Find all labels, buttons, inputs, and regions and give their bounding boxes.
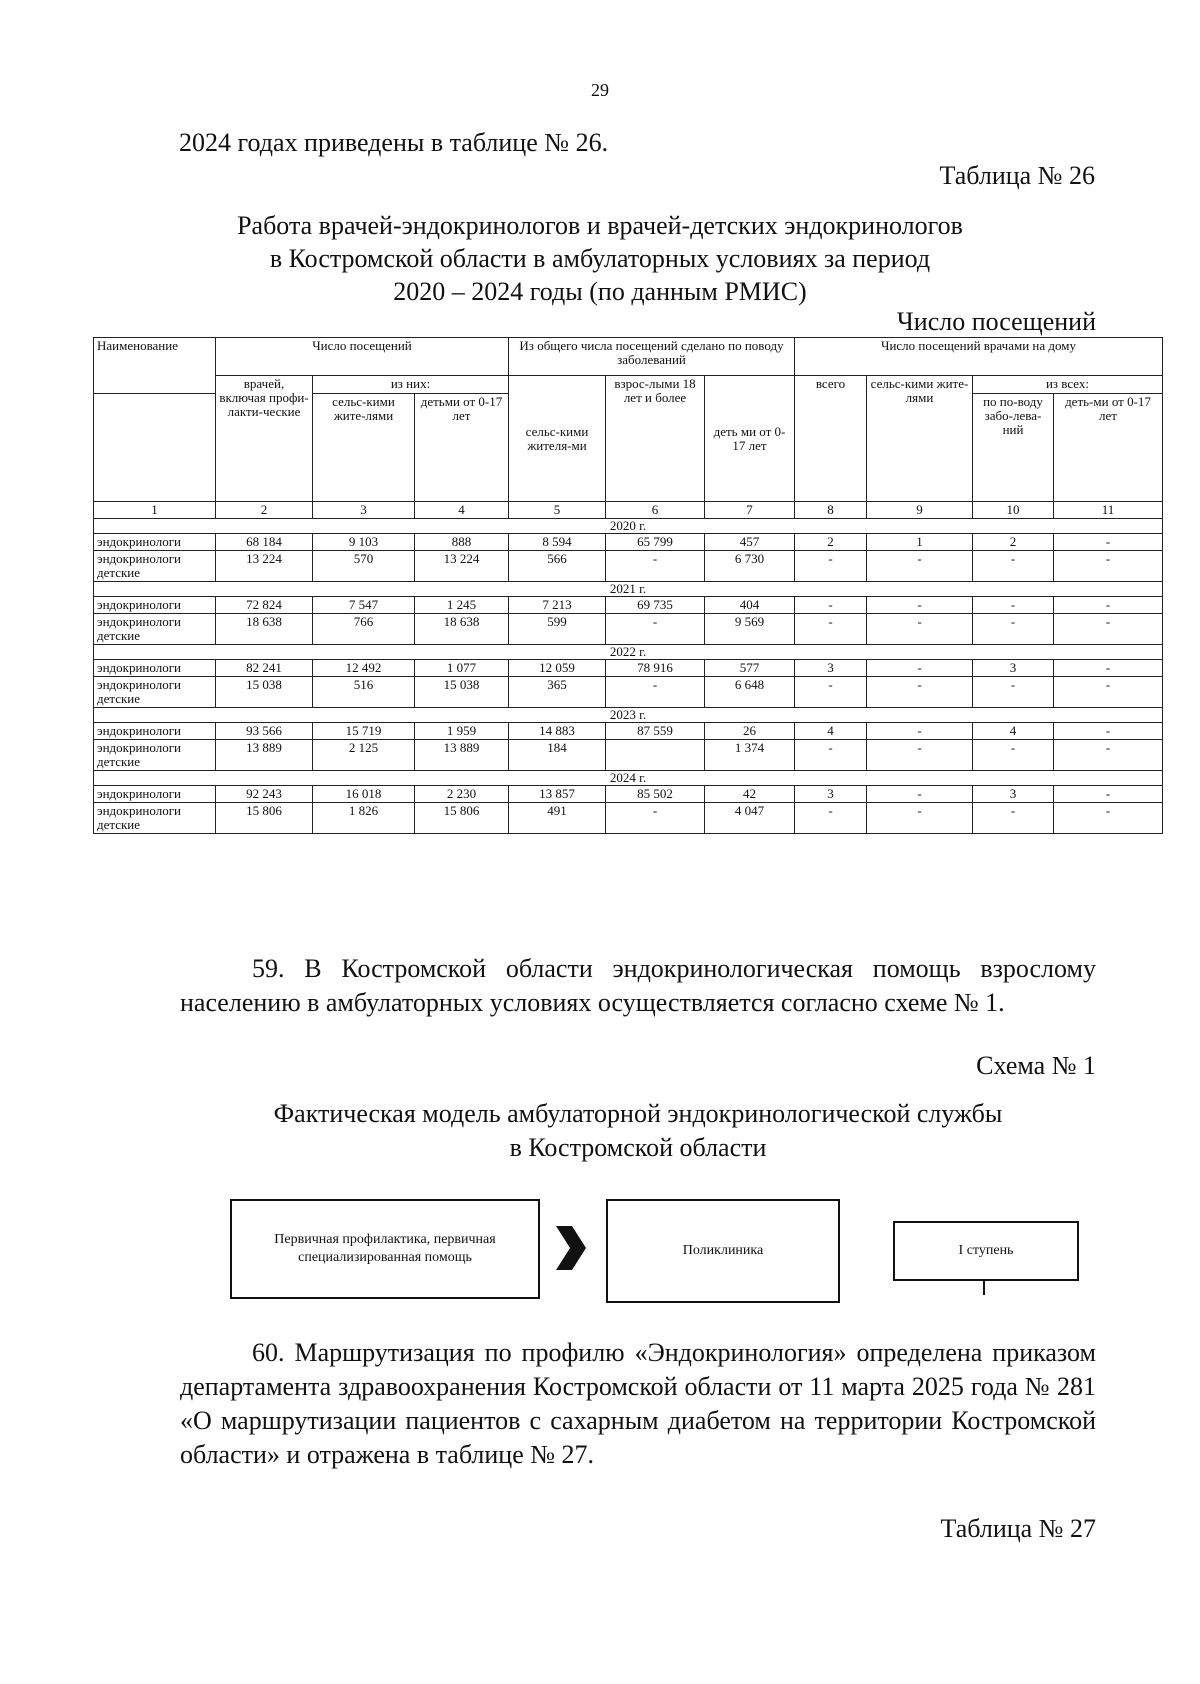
row-name: эндокринологи детские [94, 614, 216, 645]
table-cell: 15 806 [415, 803, 509, 834]
row-name: эндокринологи детские [94, 803, 216, 834]
header-children: детьми от 0-17 лет [415, 394, 509, 502]
table-cell: 7 213 [509, 597, 606, 614]
table26-title-line: в Костромской области в амбулаторных условиях за период [269, 244, 931, 273]
scheme-title [180, 1097, 1096, 1165]
chevron-right-icon [554, 1224, 588, 1272]
column-number: 3 [313, 502, 415, 519]
table-cell: - [867, 551, 973, 582]
header-d-adults: взрос-лыми 18 лет и более [606, 376, 705, 502]
table-cell: 9 569 [705, 614, 795, 645]
table-cell: 365 [509, 677, 606, 708]
column-number: 6 [606, 502, 705, 519]
table-cell: 42 [705, 786, 795, 803]
table-cell: 15 038 [216, 677, 313, 708]
header-h-children: деть-ми от 0-17 лет [1054, 394, 1163, 502]
table-cell: - [606, 614, 705, 645]
table-cell: - [1054, 597, 1163, 614]
header-name-cont [94, 394, 216, 502]
year-row [94, 645, 1163, 660]
table-cell: - [795, 551, 867, 582]
header-visits: Число посещений [216, 338, 509, 376]
header-h-disease: по по-воду забо-лева-ний [973, 394, 1054, 502]
table-cell: - [973, 614, 1054, 645]
table-cell: 7 547 [313, 597, 415, 614]
table-row [94, 723, 1163, 740]
table26-label: Таблица № 26 [939, 161, 1095, 190]
table-cell: - [973, 677, 1054, 708]
year-row [94, 708, 1163, 723]
year-label: 2023 г. [94, 708, 1163, 723]
table-cell: - [795, 597, 867, 614]
header-home: Число посещений врачами на дому [795, 338, 1163, 376]
table-row [94, 740, 1163, 771]
table-cell: - [867, 740, 973, 771]
table-cell: 14 883 [509, 723, 606, 740]
table-cell: 457 [705, 534, 795, 551]
table-cell: 92 243 [216, 786, 313, 803]
table26-unit: Число посещений [896, 307, 1096, 336]
table-cell: 15 806 [216, 803, 313, 834]
table-cell: 68 184 [216, 534, 313, 551]
table-cell: 18 638 [415, 614, 509, 645]
table-cell: 516 [313, 677, 415, 708]
table-row [94, 803, 1163, 834]
scheme-box-level [893, 1221, 1079, 1281]
table-row [94, 614, 1163, 645]
table-cell: 1 374 [705, 740, 795, 771]
table-cell: - [973, 597, 1054, 614]
table-cell: - [606, 803, 705, 834]
table26-title [160, 209, 1040, 308]
table-cell: - [973, 551, 1054, 582]
table-cell: 9 103 [313, 534, 415, 551]
table-cell: 3 [795, 786, 867, 803]
table-cell: 13 857 [509, 786, 606, 803]
table-cell: - [795, 614, 867, 645]
column-number: 4 [415, 502, 509, 519]
table-cell: - [867, 786, 973, 803]
scheme-box-polyclinic-text: Поликлиника [682, 1243, 764, 1258]
table-cell: 2 [973, 534, 1054, 551]
table-cell: - [867, 723, 973, 740]
table-cell: - [867, 614, 973, 645]
para-59: 59. В Костромской области эндокринологическая помощь взрослому населению в амбулаторных условиях осуществляется согласно схеме № 1. [180, 954, 1096, 1017]
table-cell: 18 638 [216, 614, 313, 645]
row-name: эндокринологи [94, 786, 216, 803]
table-cell: 4 047 [705, 803, 795, 834]
scheme-connector [983, 1279, 985, 1295]
column-number-row [94, 502, 1163, 519]
table-cell: 15 719 [313, 723, 415, 740]
scheme-box-level-text: I ступень [958, 1243, 1014, 1258]
table26 [93, 337, 1163, 834]
table-cell: - [1054, 803, 1163, 834]
table-cell: 69 735 [606, 597, 705, 614]
column-number: 1 [94, 502, 216, 519]
table-cell: 13 889 [415, 740, 509, 771]
table-cell: - [1054, 786, 1163, 803]
table-cell: 766 [313, 614, 415, 645]
table-cell: 1 077 [415, 660, 509, 677]
table-cell: 1 959 [415, 723, 509, 740]
row-name: эндокринологи [94, 534, 216, 551]
table-cell: - [867, 660, 973, 677]
year-label: 2024 г. [94, 771, 1163, 786]
table-cell: 566 [509, 551, 606, 582]
table-cell: 577 [705, 660, 795, 677]
table-cell: - [867, 677, 973, 708]
row-name: эндокринологи [94, 597, 216, 614]
table-cell: 87 559 [606, 723, 705, 740]
table-cell: 65 799 [606, 534, 705, 551]
table-cell: - [973, 803, 1054, 834]
table-cell: 184 [509, 740, 606, 771]
table-cell: 15 038 [415, 677, 509, 708]
row-name: эндокринологи детские [94, 551, 216, 582]
table-cell: 12 492 [313, 660, 415, 677]
table-cell: 4 [973, 723, 1054, 740]
scheme-title-line: в Костромской области [509, 1133, 767, 1162]
table27-label: Таблица № 27 [940, 1514, 1096, 1543]
table-cell: - [867, 597, 973, 614]
scheme-box-primary [230, 1199, 540, 1299]
table-cell: 599 [509, 614, 606, 645]
para-60: 60. Маршрутизация по профилю «Эндокринология» определена приказом департамента здравоохранения Костромской области от 11 марта 2025 года № 281 «О маршрутизации пациентов с сахарным диабетом на территории Костромской области» и отражена в таблице № 27. [180, 1338, 1096, 1469]
table-row [94, 660, 1163, 677]
table-cell: 3 [973, 660, 1054, 677]
table-cell: - [1054, 614, 1163, 645]
year-row [94, 519, 1163, 534]
table-cell: - [1054, 677, 1163, 708]
table-cell: 1 [867, 534, 973, 551]
table-cell: - [1054, 723, 1163, 740]
table-cell: - [606, 677, 705, 708]
table-cell: 12 059 [509, 660, 606, 677]
column-number: 5 [509, 502, 606, 519]
header-doctors-incl: врачей, включая профи-лакти-ческие [216, 376, 313, 502]
page-number: 29 [591, 80, 609, 100]
table-row [94, 597, 1163, 614]
row-name: эндокринологи [94, 660, 216, 677]
table-cell: 2 [795, 534, 867, 551]
table-cell: 1 245 [415, 597, 509, 614]
table-cell: - [795, 677, 867, 708]
table-row [94, 551, 1163, 582]
table-cell: - [1054, 660, 1163, 677]
table-cell: 78 916 [606, 660, 705, 677]
table-cell: 570 [313, 551, 415, 582]
column-number: 11 [1054, 502, 1163, 519]
table-cell: 404 [705, 597, 795, 614]
table-cell [606, 740, 705, 771]
header-rural: сельс-кими жите-лями [313, 394, 415, 502]
table-cell: 16 018 [313, 786, 415, 803]
table-cell: 4 [795, 723, 867, 740]
year-label: 2020 г. [94, 519, 1163, 534]
row-name: эндокринологи детские [94, 677, 216, 708]
table26-title-line: 2020 – 2024 годы (по данным РМИС) [393, 277, 807, 306]
row-name: эндокринологи детские [94, 740, 216, 771]
table-cell: 8 594 [509, 534, 606, 551]
table-cell: 6 648 [705, 677, 795, 708]
table-row [94, 534, 1163, 551]
table26-title-line: Работа врачей-эндокринологов и врачей-детских эндокринологов [237, 211, 963, 240]
year-label: 2021 г. [94, 582, 1163, 597]
table-cell: - [1054, 534, 1163, 551]
column-number: 10 [973, 502, 1054, 519]
intro-line: 2024 годах приведены в таблице № 26. [179, 128, 609, 157]
table-cell: - [867, 803, 973, 834]
table-cell: - [606, 551, 705, 582]
row-name: эндокринологи [94, 723, 216, 740]
header-of-them: из них: [313, 376, 509, 394]
table-cell: 6 730 [705, 551, 795, 582]
header-h-of-all: из всех: [973, 376, 1163, 394]
table-cell: - [1054, 740, 1163, 771]
table-cell: 491 [509, 803, 606, 834]
table-cell: 93 566 [216, 723, 313, 740]
table-cell: 1 826 [313, 803, 415, 834]
scheme-title-line: Фактическая модель амбулаторной эндокринологической службы [273, 1099, 1003, 1128]
year-row [94, 771, 1163, 786]
table-row [94, 677, 1163, 708]
header-name: Наименование [94, 338, 216, 394]
table-cell: - [795, 740, 867, 771]
column-number: 7 [705, 502, 795, 519]
header-h-total: всего [795, 376, 867, 502]
year-label: 2022 г. [94, 645, 1163, 660]
scheme-label: Схема № 1 [976, 1051, 1096, 1080]
table-cell: 3 [795, 660, 867, 677]
year-row [94, 582, 1163, 597]
table-cell: 888 [415, 534, 509, 551]
scheme-box-primary-text: Первичная профилактика, первичная специализированная помощь [274, 1232, 496, 1265]
header-d-rural: сельс-кими жителя-ми [509, 376, 606, 502]
table-row [94, 786, 1163, 803]
table-cell: 13 224 [216, 551, 313, 582]
table-cell: - [973, 740, 1054, 771]
column-number: 2 [216, 502, 313, 519]
table-cell: 13 889 [216, 740, 313, 771]
table-cell: 82 241 [216, 660, 313, 677]
table-cell: 13 224 [415, 551, 509, 582]
column-number: 8 [795, 502, 867, 519]
table-cell: 2 125 [313, 740, 415, 771]
header-disease: Из общего числа посещений сделано по поводу заболеваний [509, 338, 795, 376]
table-cell: 85 502 [606, 786, 705, 803]
column-number: 9 [867, 502, 973, 519]
table-cell: 72 824 [216, 597, 313, 614]
table-cell: - [795, 803, 867, 834]
scheme-box-polyclinic [606, 1199, 840, 1303]
table-cell: 2 230 [415, 786, 509, 803]
table-cell: 3 [973, 786, 1054, 803]
table-cell: - [1054, 551, 1163, 582]
header-d-children: деть ми от 0-17 лет [705, 376, 795, 502]
header-h-rural: сельс-кими жите-лями [867, 376, 973, 502]
table-cell: 26 [705, 723, 795, 740]
